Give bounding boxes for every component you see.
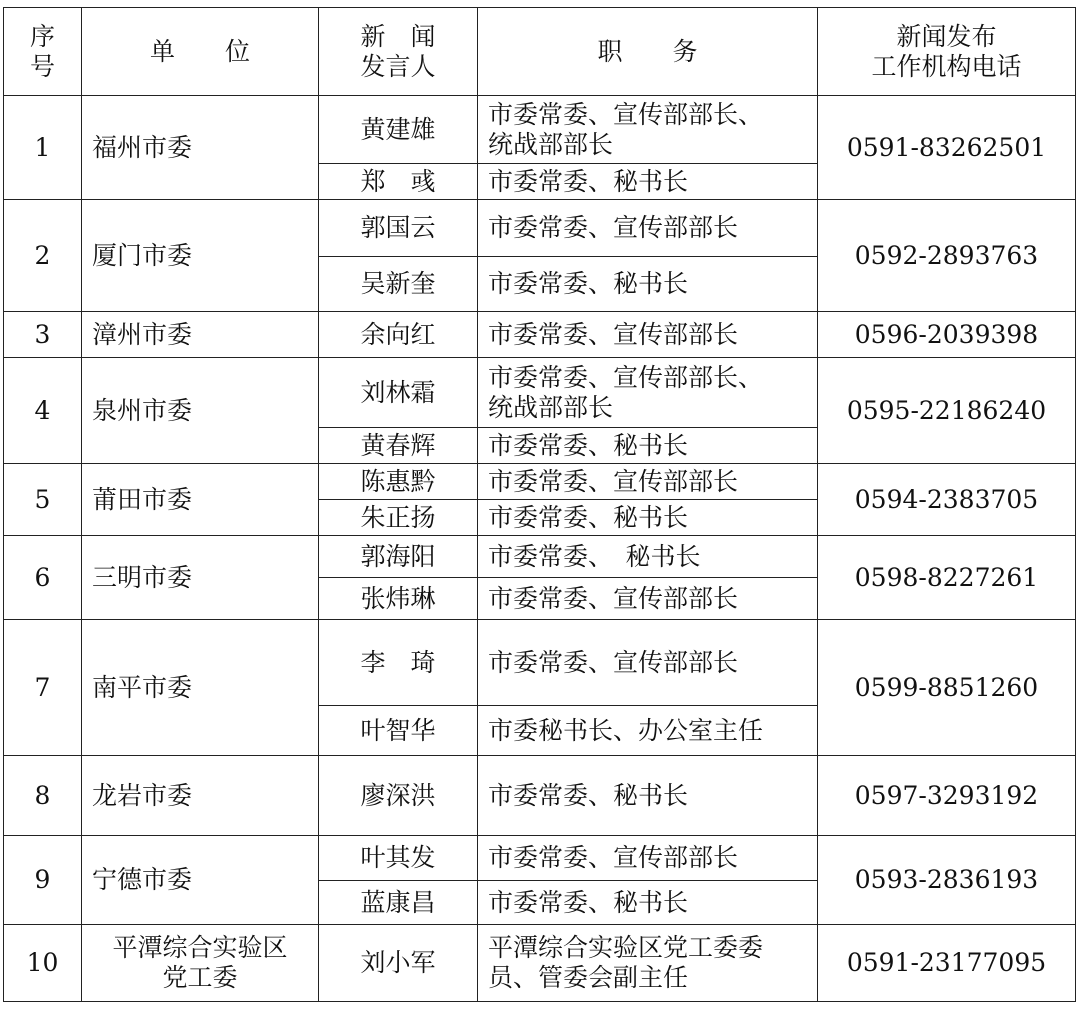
header-spokesperson: 新 闻 发言人 — [319, 8, 478, 96]
row-seq: 4 — [4, 358, 82, 464]
spokesperson-position: 市委秘书长、办公室主任 — [478, 706, 818, 756]
spokesperson-name: 朱正扬 — [319, 500, 478, 536]
row-phone: 0594-2383705 — [818, 464, 1076, 536]
spokesperson-name: 叶智华 — [319, 706, 478, 756]
spokesperson-name: 李 琦 — [319, 620, 478, 706]
table-row — [4, 200, 1076, 257]
row-phone: 0593-2836193 — [818, 836, 1076, 925]
spokesperson-position: 市委常委、宣传部部长 — [478, 578, 818, 620]
spokesperson-name: 叶其发 — [319, 836, 478, 881]
spokesperson-position: 平潭综合实验区党工委委 员、管委会副主任 — [478, 925, 818, 1002]
header-phone: 新闻发布 工作机构电话 — [818, 8, 1076, 96]
row-unit: 福州市委 — [82, 96, 319, 200]
table-row — [4, 464, 1076, 500]
row-unit: 莆田市委 — [82, 464, 319, 536]
spokesperson-position: 市委常委、秘书长 — [478, 428, 818, 464]
table-row — [4, 358, 1076, 428]
table-row — [4, 620, 1076, 706]
spokesperson-position: 市委常委、秘书长 — [478, 257, 818, 312]
row-phone: 0591-83262501 — [818, 96, 1076, 200]
row-seq: 10 — [4, 925, 82, 1002]
spokesperson-name: 陈惠黔 — [319, 464, 478, 500]
header-position: 职 务 — [478, 8, 818, 96]
row-seq: 7 — [4, 620, 82, 756]
header-seq: 序 号 — [4, 8, 82, 96]
row-unit: 南平市委 — [82, 620, 319, 756]
row-phone: 0597-3293192 — [818, 756, 1076, 836]
spokesperson-table — [3, 7, 1076, 1002]
row-phone: 0596-2039398 — [818, 312, 1076, 358]
spokesperson-position: 市委常委、宣传部部长 — [478, 836, 818, 881]
row-unit: 泉州市委 — [82, 358, 319, 464]
row-unit: 平潭综合实验区 党工委 — [82, 925, 319, 1002]
spokesperson-name: 吴新奎 — [319, 257, 478, 312]
row-phone: 0592-2893763 — [818, 200, 1076, 312]
spokesperson-position: 市委常委、秘书长 — [478, 164, 818, 200]
spokesperson-position: 市委常委、秘书长 — [478, 756, 818, 836]
spokesperson-name: 张炜琳 — [319, 578, 478, 620]
table-row — [4, 756, 1076, 836]
table-row — [4, 312, 1076, 358]
row-seq: 2 — [4, 200, 82, 312]
spokesperson-name: 郭国云 — [319, 200, 478, 257]
table-row — [4, 96, 1076, 164]
spokesperson-position: 市委常委、宣传部部长 — [478, 464, 818, 500]
table-row — [4, 925, 1076, 1002]
row-unit: 漳州市委 — [82, 312, 319, 358]
row-phone: 0598-8227261 — [818, 536, 1076, 620]
row-seq: 9 — [4, 836, 82, 925]
spokesperson-position: 市委常委、宣传部部长、 统战部部长 — [478, 96, 818, 164]
spokesperson-name: 刘小军 — [319, 925, 478, 1002]
spokesperson-name: 郑 彧 — [319, 164, 478, 200]
spokesperson-name: 黄春辉 — [319, 428, 478, 464]
row-unit: 宁德市委 — [82, 836, 319, 925]
spokesperson-name: 黄建雄 — [319, 96, 478, 164]
spokesperson-name: 刘林霜 — [319, 358, 478, 428]
spokesperson-name: 余向红 — [319, 312, 478, 358]
spokesperson-position: 市委常委、 秘书长 — [478, 536, 818, 578]
spokesperson-position: 市委常委、秘书长 — [478, 881, 818, 925]
spokesperson-position: 市委常委、宣传部部长、 统战部部长 — [478, 358, 818, 428]
header-row — [4, 8, 1076, 96]
row-phone: 0591-23177095 — [818, 925, 1076, 1002]
row-unit: 厦门市委 — [82, 200, 319, 312]
row-seq: 3 — [4, 312, 82, 358]
row-unit: 三明市委 — [82, 536, 319, 620]
row-unit: 龙岩市委 — [82, 756, 319, 836]
spokesperson-name: 郭海阳 — [319, 536, 478, 578]
row-phone: 0595-22186240 — [818, 358, 1076, 464]
spokesperson-name: 蓝康昌 — [319, 881, 478, 925]
spokesperson-name: 廖深洪 — [319, 756, 478, 836]
table-row — [4, 836, 1076, 881]
table-row — [4, 536, 1076, 578]
row-phone: 0599-8851260 — [818, 620, 1076, 756]
row-seq: 6 — [4, 536, 82, 620]
row-seq: 5 — [4, 464, 82, 536]
spokesperson-position: 市委常委、宣传部部长 — [478, 312, 818, 358]
row-seq: 8 — [4, 756, 82, 836]
row-seq: 1 — [4, 96, 82, 200]
spokesperson-position: 市委常委、宣传部部长 — [478, 200, 818, 257]
spokesperson-position: 市委常委、秘书长 — [478, 500, 818, 536]
header-unit: 单 位 — [82, 8, 319, 96]
spokesperson-position: 市委常委、宣传部部长 — [478, 620, 818, 706]
